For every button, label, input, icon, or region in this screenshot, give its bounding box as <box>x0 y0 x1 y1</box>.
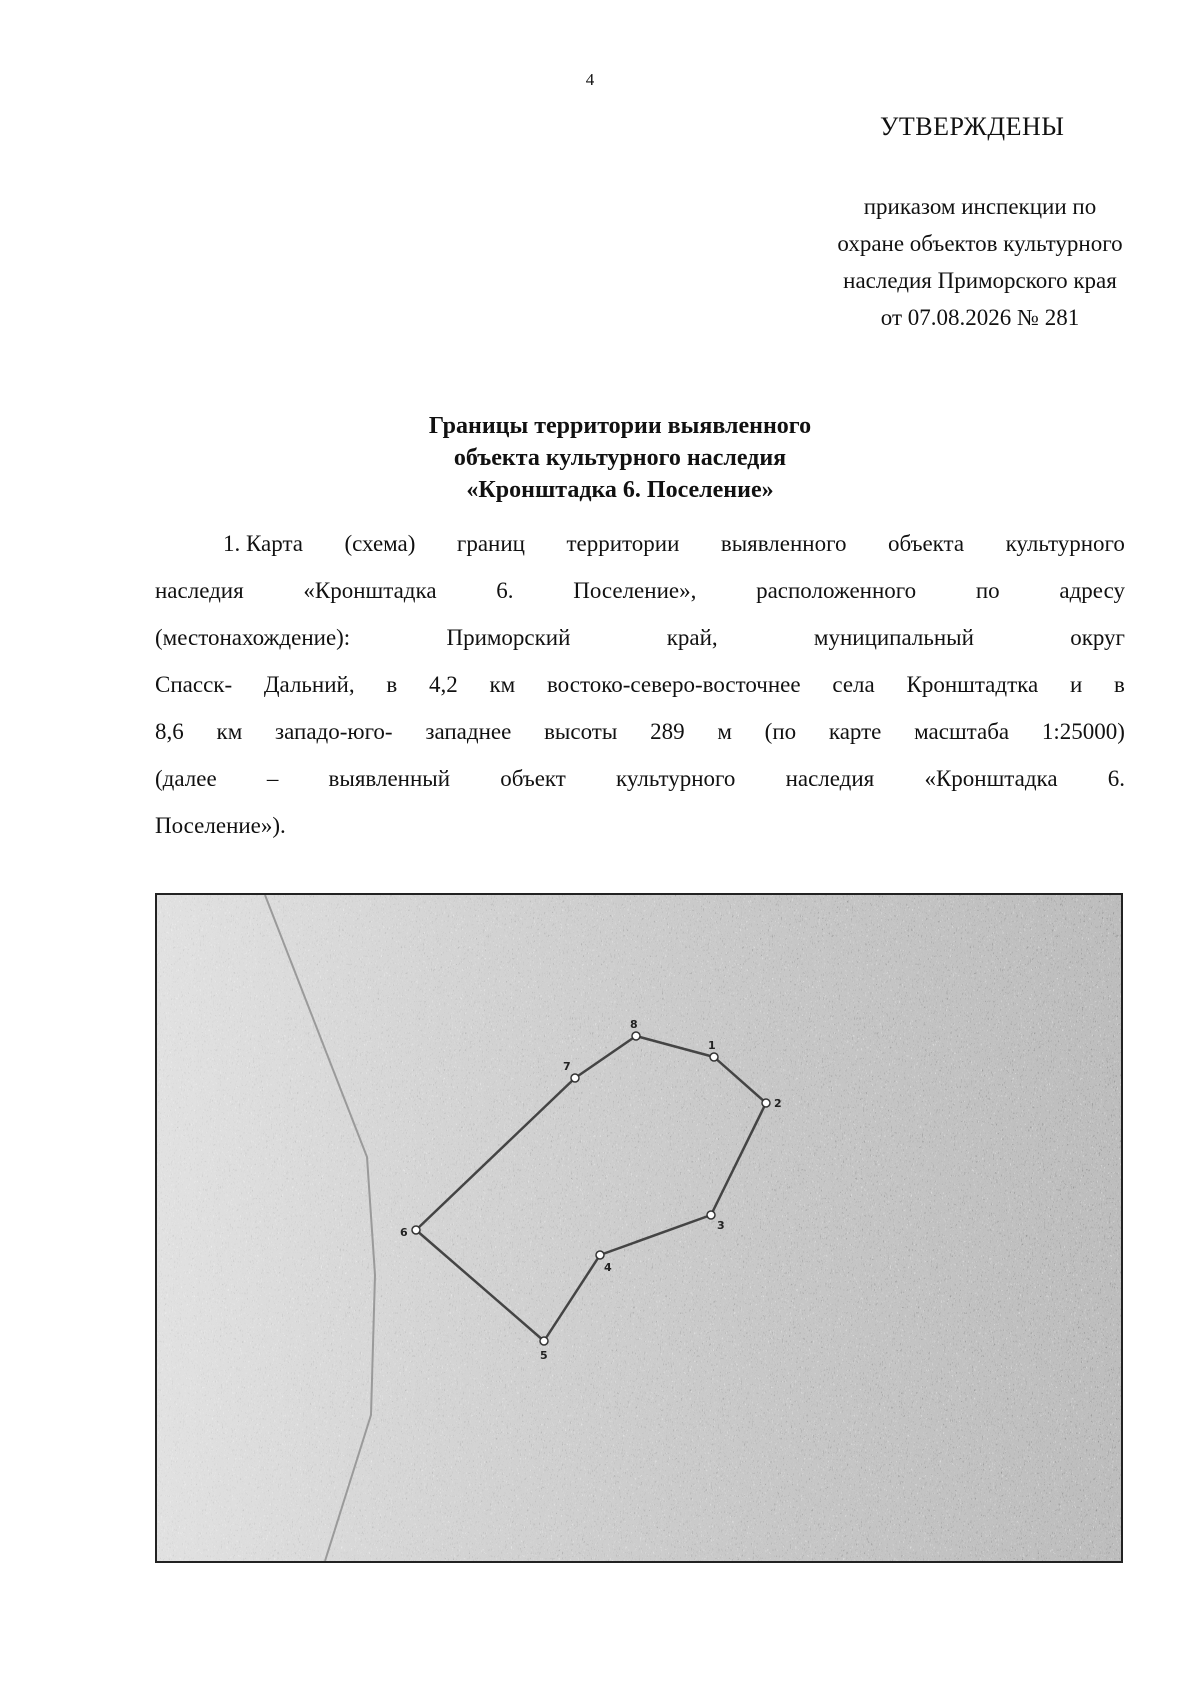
body-paragraph <box>155 520 1125 849</box>
paragraph-word: 1:25000) <box>1041 719 1125 744</box>
paragraph-word: в <box>386 672 398 697</box>
boundary-point-marker <box>710 1053 718 1061</box>
paragraph-word: 1. Карта <box>223 531 303 556</box>
paragraph-word: объект <box>500 766 566 791</box>
paragraph-word: и <box>1069 672 1083 697</box>
paragraph-word: культурного <box>1005 531 1125 556</box>
boundary-map <box>155 893 1123 1563</box>
title-line: «Кронштадка 6. Поселение» <box>466 477 774 503</box>
paragraph-word: 289 <box>650 719 685 744</box>
paragraph-word: адресу <box>1059 578 1125 603</box>
paragraph-word: «Кронштадка <box>303 578 437 603</box>
paragraph-word: выявленный <box>328 766 451 791</box>
paragraph-line <box>155 755 1125 802</box>
order-line: наследия Приморского края <box>843 268 1117 293</box>
paragraph-word: Приморский <box>446 625 571 650</box>
approval-heading: УТВЕРЖДЕНЫ <box>880 112 1065 141</box>
paragraph-word: 6. <box>1107 766 1125 791</box>
paragraph-word: Кронштадтка <box>906 672 1039 697</box>
order-line: от 07.08.2026 № 281 <box>880 305 1080 330</box>
boundary-point-marker <box>540 1337 548 1345</box>
paragraph-line <box>155 614 1125 661</box>
title-line: Границы территории выявленного <box>428 413 812 439</box>
map-canvas <box>157 895 1121 1561</box>
paragraph-word: культурного <box>616 766 736 791</box>
paragraph-word: села <box>832 672 875 697</box>
paragraph-word: выявленного <box>720 531 847 556</box>
paragraph-word: край, <box>666 625 718 650</box>
document-title <box>300 410 940 506</box>
paragraph-word: «Кронштадка <box>924 766 1058 791</box>
paragraph-word: – <box>266 766 279 791</box>
paragraph-word: муниципальный <box>813 625 974 650</box>
paragraph-word: Поселение», <box>573 578 697 603</box>
boundary-point-marker <box>412 1226 420 1234</box>
paragraph-line <box>155 708 1125 755</box>
paragraph-word: 8,6 <box>155 719 184 744</box>
paragraph-word: (далее <box>155 766 217 791</box>
paragraph-word: (местонахождение): <box>155 625 351 650</box>
paragraph-word: высоты <box>544 719 618 744</box>
paragraph-word: Поселение»). <box>155 813 286 838</box>
map-shading <box>157 895 1121 1561</box>
paragraph-word: границ <box>456 531 525 556</box>
title-line: объекта культурного наследия <box>453 445 787 471</box>
page-number: 4 <box>585 70 595 89</box>
boundary-point-marker <box>596 1251 604 1259</box>
paragraph-word: (схема) <box>344 531 416 556</box>
paragraph-word: в <box>1114 672 1125 697</box>
paragraph-word: Дальний, <box>263 672 355 697</box>
paragraph-word: округ <box>1070 625 1125 650</box>
boundary-point-label: 8 <box>630 1018 638 1031</box>
paragraph-word: км <box>216 719 243 744</box>
boundary-point-label: 5 <box>540 1349 548 1362</box>
approval-order-block <box>790 188 1170 336</box>
paragraph-word: наследия <box>785 766 875 791</box>
paragraph-line <box>155 661 1125 708</box>
boundary-point-marker <box>762 1099 770 1107</box>
paragraph-word: Спасск- <box>155 672 233 697</box>
boundary-point-label: 7 <box>563 1060 571 1073</box>
paragraph-line <box>155 520 1125 567</box>
paragraph-word: объекта <box>887 531 965 556</box>
order-line: охране объектов культурного <box>837 231 1123 256</box>
paragraph-word: карте <box>828 719 882 744</box>
paragraph-word: по <box>975 578 1000 603</box>
paragraph-word: востоко-северо-восточнее <box>546 672 801 697</box>
paragraph-word: территории <box>566 531 680 556</box>
paragraph-word: расположенного <box>756 578 917 603</box>
boundary-point-marker <box>571 1074 579 1082</box>
paragraph-word: 4,2 <box>428 672 458 697</box>
boundary-point-label: 6 <box>400 1226 408 1239</box>
paragraph-word: (по <box>764 719 797 744</box>
paragraph-word: м <box>717 719 732 744</box>
paragraph-word: масштаба <box>914 719 1010 744</box>
boundary-point-label: 2 <box>774 1097 782 1110</box>
paragraph-word: западо-юго- <box>275 719 393 744</box>
paragraph-line <box>155 802 1125 849</box>
paragraph-word: наследия <box>155 578 244 603</box>
paragraph-word: км <box>489 672 516 697</box>
boundary-point-label: 3 <box>717 1219 725 1232</box>
boundary-point-label: 1 <box>708 1039 716 1052</box>
order-line: приказом инспекции по <box>863 194 1097 219</box>
boundary-point-marker <box>632 1032 640 1040</box>
boundary-point-label: 4 <box>604 1261 612 1274</box>
paragraph-word: 6. <box>496 578 514 603</box>
paragraph-line <box>155 567 1125 614</box>
boundary-point-marker <box>707 1211 715 1219</box>
paragraph-word: западнее <box>425 719 512 744</box>
